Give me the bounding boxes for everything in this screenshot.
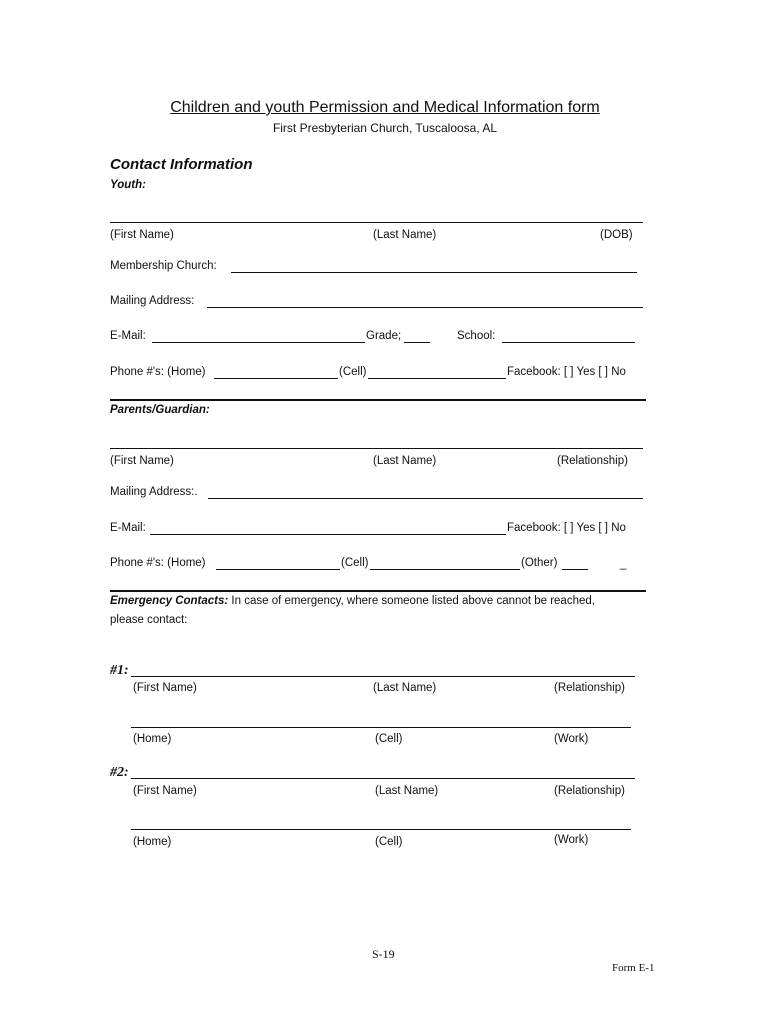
emergency-contact-2-work-caption: (Work) xyxy=(554,834,589,846)
emergency-contact-2-home-caption: (Home) xyxy=(133,836,172,848)
parent-last-name-caption: (Last Name) xyxy=(373,455,437,467)
youth-grade-field[interactable] xyxy=(404,342,430,343)
parent-trailing-mark: _ xyxy=(620,558,627,570)
parent-first-name-caption: (First Name) xyxy=(110,455,174,467)
parent-email-field[interactable] xyxy=(150,534,506,535)
youth-grade-label: Grade; xyxy=(366,330,402,342)
emergency-contact-1-first-name-caption: (First Name) xyxy=(133,682,197,694)
emergency-contact-1-home-caption: (Home) xyxy=(133,733,172,745)
section-divider xyxy=(110,399,646,401)
emergency-contact-2-relationship-caption: (Relationship) xyxy=(554,785,625,797)
parent-mailing-address-label: Mailing Address:. xyxy=(110,486,198,498)
youth-phone-home-label: Phone #'s: (Home) xyxy=(110,366,206,378)
section-divider xyxy=(110,590,646,592)
form-id-label: Form E-1 xyxy=(612,962,655,974)
youth-dob-caption: (DOB) xyxy=(600,229,633,241)
youth-name-line[interactable] xyxy=(110,222,643,223)
emergency-contact-1-cell-caption: (Cell) xyxy=(375,733,403,745)
emergency-instructions-cont: please contact: xyxy=(110,614,188,626)
emergency-contact-2-last-name-caption: (Last Name) xyxy=(375,785,439,797)
emergency-contact-1-number: #1: xyxy=(110,663,129,678)
form-title: Children and youth Permission and Medical Information form xyxy=(170,99,600,116)
youth-facebook-choice[interactable]: Facebook: [ ] Yes [ ] No xyxy=(507,366,626,378)
emergency-contact-1-last-name-caption: (Last Name) xyxy=(373,682,437,694)
youth-mailing-address-label: Mailing Address: xyxy=(110,295,195,307)
parent-phone-home-field[interactable] xyxy=(216,569,340,570)
youth-last-name-caption: (Last Name) xyxy=(373,229,437,241)
youth-school-field[interactable] xyxy=(502,342,635,343)
emergency-contact-2-first-name-caption: (First Name) xyxy=(133,785,197,797)
youth-phone-cell-label: (Cell) xyxy=(339,366,367,378)
emergency-contacts-label: Emergency Contacts: xyxy=(110,595,229,607)
emergency-contact-1-name-line[interactable] xyxy=(131,676,635,677)
parent-email-label: E-Mail: xyxy=(110,522,146,534)
emergency-contact-1-work-caption: (Work) xyxy=(554,733,589,745)
youth-email-label: E-Mail: xyxy=(110,330,146,342)
contact-information-heading: Contact Information xyxy=(110,156,253,173)
emergency-contact-2-number: #2: xyxy=(110,765,129,780)
youth-email-field[interactable] xyxy=(152,342,365,343)
parent-phone-home-label: Phone #'s: (Home) xyxy=(110,557,206,569)
emergency-intro xyxy=(110,595,595,607)
parent-mailing-address-field[interactable] xyxy=(208,498,643,499)
parents-guardian-label: Parents/Guardian: xyxy=(110,404,210,416)
parent-name-line[interactable] xyxy=(110,448,643,449)
parent-phone-cell-label: (Cell) xyxy=(341,557,369,569)
youth-first-name-caption: (First Name) xyxy=(110,229,174,241)
youth-label: Youth: xyxy=(110,179,146,191)
youth-phone-home-field[interactable] xyxy=(214,378,338,379)
emergency-contact-2-cell-caption: (Cell) xyxy=(375,836,403,848)
youth-mailing-address-field[interactable] xyxy=(207,307,643,308)
emergency-contact-1-phone-line[interactable] xyxy=(131,727,631,728)
form-subtitle: First Presbyterian Church, Tuscaloosa, AL xyxy=(272,121,498,135)
page-number: S-19 xyxy=(372,947,395,961)
emergency-contact-2-name-line[interactable] xyxy=(131,778,635,779)
youth-membership-church-field[interactable] xyxy=(231,272,637,273)
parent-phone-cell-field[interactable] xyxy=(370,569,520,570)
parent-facebook-choice[interactable]: Facebook: [ ] Yes [ ] No xyxy=(507,522,626,534)
emergency-contact-1-relationship-caption: (Relationship) xyxy=(554,682,625,694)
parent-relationship-caption: (Relationship) xyxy=(557,455,628,467)
emergency-instructions: In case of emergency, where someone listed above cannot be reached, xyxy=(228,595,595,607)
parent-phone-other-label: (Other) xyxy=(521,557,558,569)
youth-phone-cell-field[interactable] xyxy=(368,378,506,379)
parent-phone-other-field[interactable] xyxy=(562,569,588,570)
youth-membership-church-label: Membership Church: xyxy=(110,260,217,272)
emergency-contact-2-phone-line[interactable] xyxy=(131,829,631,830)
youth-school-label: School: xyxy=(457,330,496,342)
